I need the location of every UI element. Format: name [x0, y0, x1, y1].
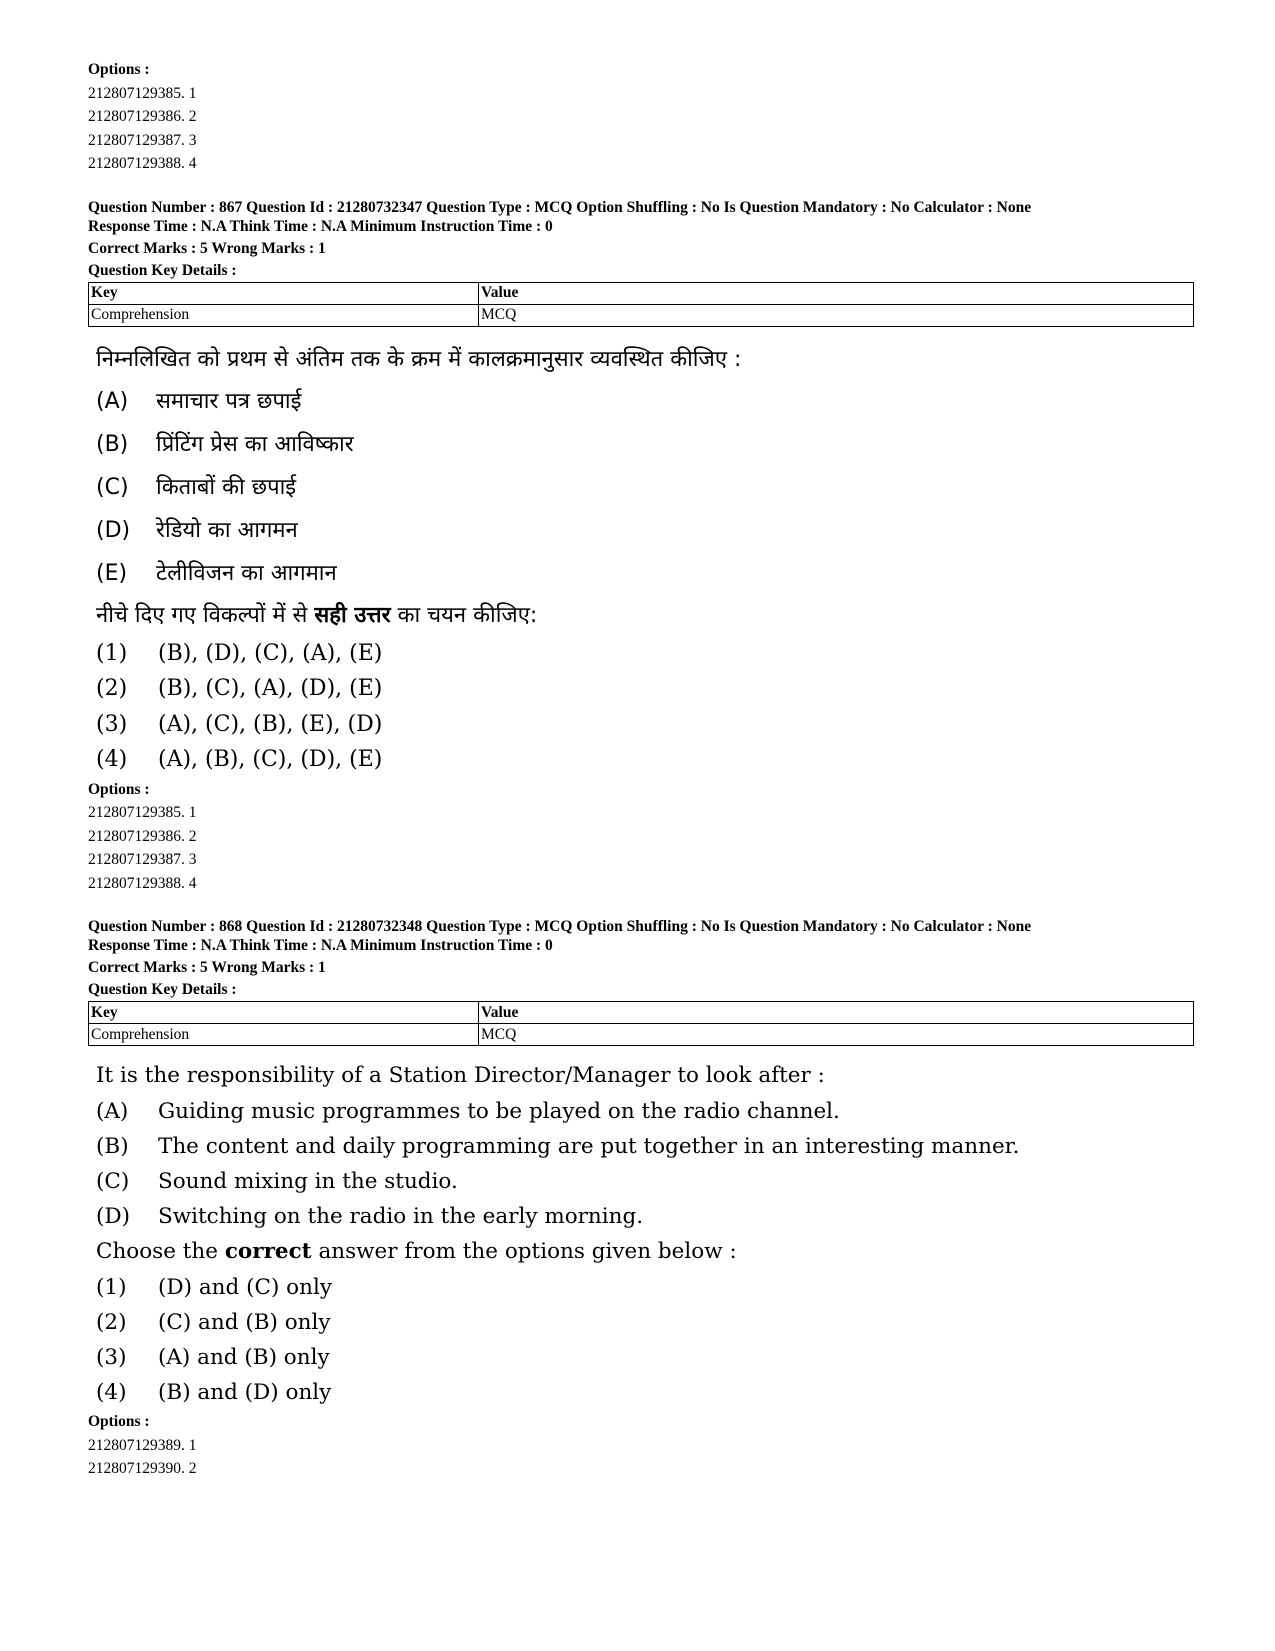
question-867 [88, 198, 1188, 896]
statement-text: समाचार पत्र छपाई [156, 388, 302, 414]
answer-choice [96, 1340, 1188, 1375]
choose-bold: correct [224, 1239, 312, 1264]
key-details-table [88, 282, 1194, 327]
table-cell-key: Comprehension [89, 1024, 479, 1046]
table-cell-value: MCQ [479, 304, 1194, 326]
choose-pre: नीचे दिए गए विकल्पों में से [96, 602, 315, 628]
answer-label: (1) [96, 1275, 127, 1300]
answer-choice [96, 1270, 1188, 1305]
table-cell-key: Comprehension [89, 304, 479, 326]
question-meta-line1: Question Number : 868 Question Id : 21280732348 Question Type : MCQ Option Shuffling : No Is Question Mandatory : No Calculator : None [88, 918, 1032, 935]
choose-pre: Choose the [96, 1239, 225, 1264]
options-label: Options : [88, 61, 150, 78]
choose-post: answer from the options given below : [311, 1239, 737, 1264]
option-item: 212807129385. 1 [88, 84, 197, 102]
table-header-value: Value [479, 282, 1194, 304]
statement-text: टेलीविजन का आगमान [156, 560, 337, 586]
statement-item [96, 1199, 1188, 1234]
question-meta-line2: Response Time : N.A Think Time : N.A Minimum Instruction Time : 0 [88, 217, 553, 235]
table-header-row [89, 282, 1194, 304]
question-marks: Correct Marks : 5 Wrong Marks : 1 [88, 959, 326, 976]
answer-label: (3) [96, 711, 128, 737]
statement-item [96, 1164, 1188, 1199]
statement-text: The content and daily programming are put together in an interesting manner. [158, 1134, 1020, 1159]
table-header-value: Value [479, 1002, 1194, 1024]
choose-bold: सही उत्तर [314, 602, 391, 628]
statement-text: प्रिंटिंग प्रेस का आविष्कार [156, 431, 354, 457]
question-prompt: It is the responsibility of a Station Director/Manager to look after : [96, 1063, 825, 1088]
question-body [88, 1058, 1188, 1410]
statement-item [96, 423, 1188, 466]
choose-instruction [96, 595, 1188, 636]
options-block [88, 778, 1188, 896]
question-prompt: निम्नलिखित को प्रथम से अंतिम तक के क्रम में कालक्रमानुसार व्यवस्थित कीजिए : [96, 346, 742, 372]
key-details-label: Question Key Details : [88, 261, 237, 279]
answer-label: (2) [96, 1310, 127, 1335]
option-item: 212807129385. 1 [88, 804, 197, 821]
statement-item [96, 1129, 1188, 1164]
option-item: 212807129386. 2 [88, 827, 197, 845]
statement-label: (C) [96, 1169, 130, 1194]
statement-text: Switching on the radio in the early morning. [158, 1204, 644, 1229]
statement-item [96, 1094, 1188, 1129]
option-item: 212807129389. 1 [88, 1436, 197, 1454]
table-header-row [89, 1002, 1194, 1024]
answer-choice [96, 707, 1188, 743]
question-meta-line1: Question Number : 867 Question Id : 21280732347 Question Type : MCQ Option Shuffling : No Is Question Mandatory : No Calculator : None [88, 198, 1032, 216]
question-body [88, 339, 1188, 778]
answer-choice [96, 742, 1188, 778]
answer-text: (B) and (D) only [158, 1380, 332, 1405]
document-page [88, 58, 1188, 1481]
answer-label: (4) [96, 1380, 127, 1405]
options-label: Options : [88, 780, 150, 798]
option-item: 212807129386. 2 [88, 108, 197, 125]
answer-choice [96, 671, 1188, 707]
question-meta-line2: Response Time : N.A Think Time : N.A Minimum Instruction Time : 0 [88, 937, 553, 954]
statement-text: Guiding music programmes to be played on the radio channel. [158, 1099, 840, 1124]
option-item: 212807129388. 4 [88, 155, 197, 172]
key-details-label: Question Key Details : [88, 981, 237, 998]
answer-text: (A) and (B) only [158, 1345, 330, 1370]
table-header-key: Key [89, 1002, 479, 1024]
statement-label: (E) [96, 560, 128, 586]
statement-text: Sound mixing in the studio. [158, 1169, 458, 1194]
options-block [88, 1410, 1188, 1481]
key-details-table [88, 1001, 1194, 1046]
statement-text: रेडियो का आगमन [156, 517, 298, 543]
statement-item [96, 380, 1188, 423]
statement-label: (D) [96, 517, 131, 543]
question-marks: Correct Marks : 5 Wrong Marks : 1 [88, 239, 326, 257]
option-item: 212807129390. 2 [88, 1460, 197, 1477]
question-868 [88, 917, 1188, 1481]
answer-text: (B), (C), (A), (D), (E) [158, 676, 383, 701]
option-item: 212807129388. 4 [88, 874, 197, 892]
table-cell-value: MCQ [479, 1024, 1194, 1046]
statement-label: (A) [96, 388, 129, 414]
choose-instruction [96, 1234, 1188, 1270]
table-row [89, 1024, 1194, 1046]
statement-text: किताबों की छपाई [156, 474, 297, 500]
answer-text: (B), (D), (C), (A), (E) [158, 640, 383, 666]
statement-label: (A) [96, 1099, 129, 1124]
options-label: Options : [88, 1413, 150, 1430]
answer-label: (2) [96, 676, 128, 701]
table-header-key: Key [89, 282, 479, 304]
statement-label: (B) [96, 1134, 129, 1159]
answer-label: (1) [96, 640, 128, 666]
statement-label: (B) [96, 431, 129, 457]
answer-text: (A), (B), (C), (D), (E) [158, 747, 383, 772]
statement-item [96, 509, 1188, 552]
statement-item [96, 466, 1188, 509]
choose-post: का चयन कीजिए: [390, 602, 538, 628]
option-item: 212807129387. 3 [88, 851, 197, 868]
answer-label: (4) [96, 747, 128, 772]
answer-label: (3) [96, 1345, 127, 1370]
table-row [89, 304, 1194, 326]
answer-text: (D) and (C) only [158, 1275, 332, 1300]
answer-choice [96, 1375, 1188, 1410]
answer-choice [96, 636, 1188, 672]
answer-text: (C) and (B) only [158, 1310, 331, 1335]
answer-text: (A), (C), (B), (E), (D) [158, 711, 383, 737]
top-options-block [88, 58, 1188, 176]
statement-item [96, 552, 1188, 595]
statement-label: (D) [96, 1204, 131, 1229]
answer-choice [96, 1305, 1188, 1340]
option-item: 212807129387. 3 [88, 131, 197, 149]
statement-label: (C) [96, 474, 129, 500]
